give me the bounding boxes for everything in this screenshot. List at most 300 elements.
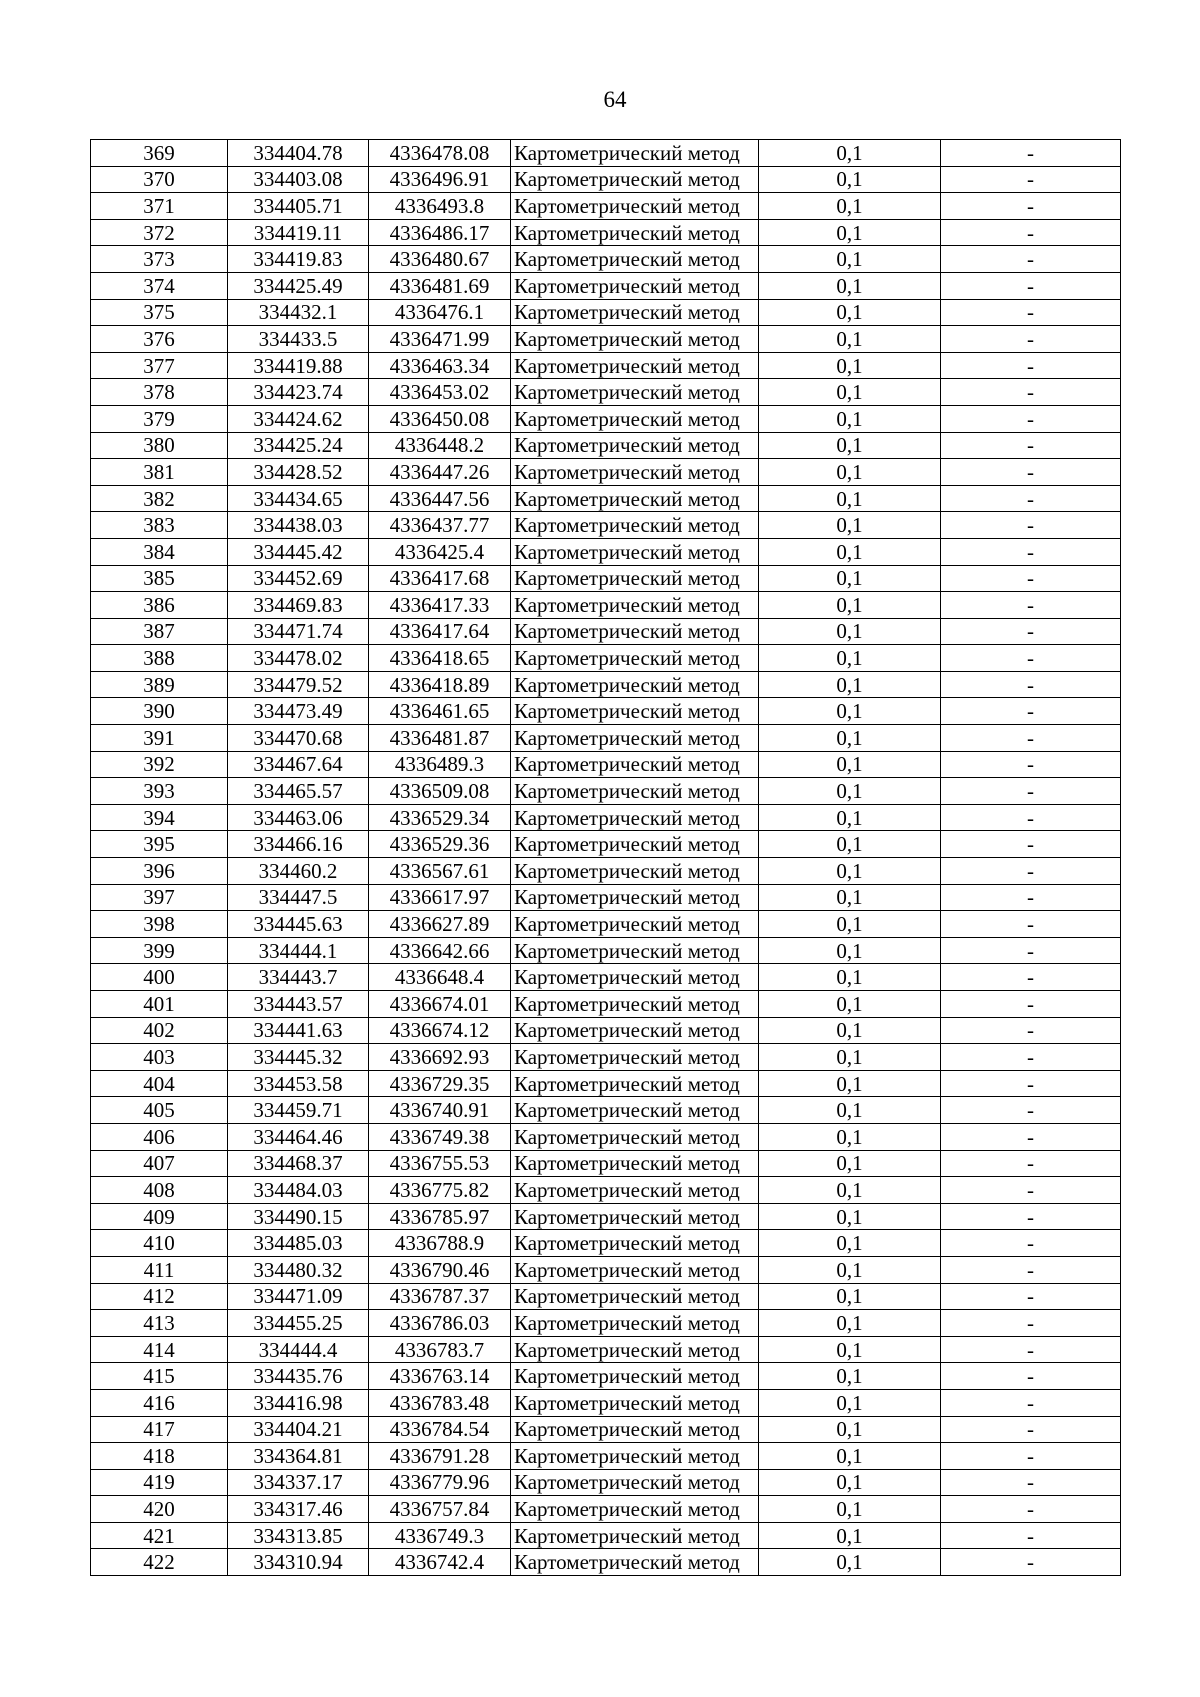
point-number-cell: 389 xyxy=(91,671,228,698)
point-number-cell: 406 xyxy=(91,1123,228,1150)
x-coordinate-cell: 334470.68 xyxy=(228,725,369,752)
point-number-cell: 413 xyxy=(91,1310,228,1337)
point-number-cell: 397 xyxy=(91,884,228,911)
accuracy-cell: 0,1 xyxy=(759,405,941,432)
table-row xyxy=(91,379,1121,406)
method-cell: Картометрический метод xyxy=(511,911,759,938)
accuracy-cell: 0,1 xyxy=(759,326,941,353)
point-number-cell: 410 xyxy=(91,1230,228,1257)
y-coordinate-cell: 4336674.12 xyxy=(369,1017,511,1044)
table-row xyxy=(91,219,1121,246)
table-row xyxy=(91,459,1121,486)
x-coordinate-cell: 334459.71 xyxy=(228,1097,369,1124)
table-row xyxy=(91,299,1121,326)
x-coordinate-cell: 334444.4 xyxy=(228,1336,369,1363)
description-cell: - xyxy=(941,1310,1121,1337)
y-coordinate-cell: 4336648.4 xyxy=(369,964,511,991)
point-number-cell: 395 xyxy=(91,831,228,858)
method-cell: Картометрический метод xyxy=(511,884,759,911)
table-row xyxy=(91,1230,1121,1257)
x-coordinate-cell: 334444.1 xyxy=(228,937,369,964)
description-cell: - xyxy=(941,246,1121,273)
table-row xyxy=(91,911,1121,938)
description-cell: - xyxy=(941,1203,1121,1230)
method-cell: Картометрический метод xyxy=(511,1150,759,1177)
y-coordinate-cell: 4336788.9 xyxy=(369,1230,511,1257)
x-coordinate-cell: 334425.24 xyxy=(228,432,369,459)
accuracy-cell: 0,1 xyxy=(759,1017,941,1044)
accuracy-cell: 0,1 xyxy=(759,751,941,778)
table-row xyxy=(91,831,1121,858)
x-coordinate-cell: 334443.57 xyxy=(228,991,369,1018)
description-cell: - xyxy=(941,751,1121,778)
y-coordinate-cell: 4336790.46 xyxy=(369,1256,511,1283)
x-coordinate-cell: 334313.85 xyxy=(228,1522,369,1549)
point-number-cell: 387 xyxy=(91,618,228,645)
accuracy-cell: 0,1 xyxy=(759,219,941,246)
point-number-cell: 370 xyxy=(91,166,228,193)
method-cell: Картометрический метод xyxy=(511,964,759,991)
point-number-cell: 369 xyxy=(91,140,228,167)
y-coordinate-cell: 4336642.66 xyxy=(369,937,511,964)
method-cell: Картометрический метод xyxy=(511,671,759,698)
y-coordinate-cell: 4336674.01 xyxy=(369,991,511,1018)
point-number-cell: 421 xyxy=(91,1522,228,1549)
method-cell: Картометрический метод xyxy=(511,1443,759,1470)
y-coordinate-cell: 4336757.84 xyxy=(369,1496,511,1523)
method-cell: Картометрический метод xyxy=(511,299,759,326)
point-number-cell: 417 xyxy=(91,1416,228,1443)
point-number-cell: 381 xyxy=(91,459,228,486)
accuracy-cell: 0,1 xyxy=(759,1256,941,1283)
point-number-cell: 386 xyxy=(91,592,228,619)
x-coordinate-cell: 334443.7 xyxy=(228,964,369,991)
method-cell: Картометрический метод xyxy=(511,1416,759,1443)
point-number-cell: 394 xyxy=(91,804,228,831)
table-row xyxy=(91,751,1121,778)
table-row xyxy=(91,1443,1121,1470)
table-row xyxy=(91,937,1121,964)
point-number-cell: 377 xyxy=(91,352,228,379)
y-coordinate-cell: 4336692.93 xyxy=(369,1044,511,1071)
x-coordinate-cell: 334471.09 xyxy=(228,1283,369,1310)
description-cell: - xyxy=(941,219,1121,246)
accuracy-cell: 0,1 xyxy=(759,512,941,539)
table-row xyxy=(91,1549,1121,1576)
accuracy-cell: 0,1 xyxy=(759,1044,941,1071)
y-coordinate-cell: 4336481.87 xyxy=(369,725,511,752)
method-cell: Картометрический метод xyxy=(511,326,759,353)
x-coordinate-cell: 334425.49 xyxy=(228,272,369,299)
point-number-cell: 383 xyxy=(91,512,228,539)
point-number-cell: 405 xyxy=(91,1097,228,1124)
table-row xyxy=(91,1070,1121,1097)
x-coordinate-cell: 334460.2 xyxy=(228,858,369,885)
method-cell: Картометрический метод xyxy=(511,379,759,406)
y-coordinate-cell: 4336729.35 xyxy=(369,1070,511,1097)
accuracy-cell: 0,1 xyxy=(759,1469,941,1496)
accuracy-cell: 0,1 xyxy=(759,937,941,964)
x-coordinate-cell: 334441.63 xyxy=(228,1017,369,1044)
method-cell: Картометрический метод xyxy=(511,485,759,512)
y-coordinate-cell: 4336787.37 xyxy=(369,1283,511,1310)
description-cell: - xyxy=(941,1097,1121,1124)
description-cell: - xyxy=(941,1150,1121,1177)
description-cell: - xyxy=(941,592,1121,619)
description-cell: - xyxy=(941,512,1121,539)
x-coordinate-cell: 334485.03 xyxy=(228,1230,369,1257)
point-number-cell: 419 xyxy=(91,1469,228,1496)
point-number-cell: 384 xyxy=(91,538,228,565)
y-coordinate-cell: 4336779.96 xyxy=(369,1469,511,1496)
method-cell: Картометрический метод xyxy=(511,565,759,592)
method-cell: Картометрический метод xyxy=(511,432,759,459)
table-row xyxy=(91,1123,1121,1150)
x-coordinate-cell: 334337.17 xyxy=(228,1469,369,1496)
accuracy-cell: 0,1 xyxy=(759,858,941,885)
description-cell: - xyxy=(941,858,1121,885)
accuracy-cell: 0,1 xyxy=(759,352,941,379)
y-coordinate-cell: 4336627.89 xyxy=(369,911,511,938)
point-number-cell: 371 xyxy=(91,193,228,220)
accuracy-cell: 0,1 xyxy=(759,1230,941,1257)
accuracy-cell: 0,1 xyxy=(759,592,941,619)
method-cell: Картометрический метод xyxy=(511,1177,759,1204)
description-cell: - xyxy=(941,911,1121,938)
x-coordinate-cell: 334455.25 xyxy=(228,1310,369,1337)
method-cell: Картометрический метод xyxy=(511,538,759,565)
method-cell: Картометрический метод xyxy=(511,1097,759,1124)
point-number-cell: 411 xyxy=(91,1256,228,1283)
accuracy-cell: 0,1 xyxy=(759,1496,941,1523)
x-coordinate-cell: 334463.06 xyxy=(228,804,369,831)
table-row xyxy=(91,512,1121,539)
x-coordinate-cell: 334423.74 xyxy=(228,379,369,406)
x-coordinate-cell: 334468.37 xyxy=(228,1150,369,1177)
x-coordinate-cell: 334445.42 xyxy=(228,538,369,565)
x-coordinate-cell: 334310.94 xyxy=(228,1549,369,1576)
description-cell: - xyxy=(941,459,1121,486)
point-number-cell: 402 xyxy=(91,1017,228,1044)
table-row xyxy=(91,1256,1121,1283)
method-cell: Картометрический метод xyxy=(511,1522,759,1549)
description-cell: - xyxy=(941,1549,1121,1576)
y-coordinate-cell: 4336755.53 xyxy=(369,1150,511,1177)
y-coordinate-cell: 4336749.3 xyxy=(369,1522,511,1549)
accuracy-cell: 0,1 xyxy=(759,1443,941,1470)
method-cell: Картометрический метод xyxy=(511,751,759,778)
y-coordinate-cell: 4336783.48 xyxy=(369,1389,511,1416)
table-row xyxy=(91,246,1121,273)
description-cell: - xyxy=(941,432,1121,459)
method-cell: Картометрический метод xyxy=(511,804,759,831)
accuracy-cell: 0,1 xyxy=(759,459,941,486)
accuracy-cell: 0,1 xyxy=(759,1389,941,1416)
description-cell: - xyxy=(941,1177,1121,1204)
point-number-cell: 380 xyxy=(91,432,228,459)
description-cell: - xyxy=(941,1389,1121,1416)
x-coordinate-cell: 334405.71 xyxy=(228,193,369,220)
point-number-cell: 374 xyxy=(91,272,228,299)
description-cell: - xyxy=(941,804,1121,831)
description-cell: - xyxy=(941,1363,1121,1390)
description-cell: - xyxy=(941,1044,1121,1071)
table-row xyxy=(91,272,1121,299)
accuracy-cell: 0,1 xyxy=(759,1522,941,1549)
x-coordinate-cell: 334473.49 xyxy=(228,698,369,725)
method-cell: Картометрический метод xyxy=(511,1230,759,1257)
y-coordinate-cell: 4336567.61 xyxy=(369,858,511,885)
method-cell: Картометрический метод xyxy=(511,166,759,193)
table-row xyxy=(91,778,1121,805)
accuracy-cell: 0,1 xyxy=(759,698,941,725)
table-row xyxy=(91,645,1121,672)
accuracy-cell: 0,1 xyxy=(759,1310,941,1337)
description-cell: - xyxy=(941,1496,1121,1523)
description-cell: - xyxy=(941,671,1121,698)
description-cell: - xyxy=(941,937,1121,964)
y-coordinate-cell: 4336493.8 xyxy=(369,193,511,220)
x-coordinate-cell: 334404.78 xyxy=(228,140,369,167)
method-cell: Картометрический метод xyxy=(511,219,759,246)
point-number-cell: 407 xyxy=(91,1150,228,1177)
point-number-cell: 375 xyxy=(91,299,228,326)
coordinates-table xyxy=(90,139,1121,1576)
point-number-cell: 393 xyxy=(91,778,228,805)
point-number-cell: 401 xyxy=(91,991,228,1018)
y-coordinate-cell: 4336417.68 xyxy=(369,565,511,592)
accuracy-cell: 0,1 xyxy=(759,884,941,911)
table-row xyxy=(91,1469,1121,1496)
description-cell: - xyxy=(941,538,1121,565)
table-row xyxy=(91,432,1121,459)
accuracy-cell: 0,1 xyxy=(759,166,941,193)
description-cell: - xyxy=(941,1522,1121,1549)
description-cell: - xyxy=(941,352,1121,379)
table-row xyxy=(91,1310,1121,1337)
point-number-cell: 409 xyxy=(91,1203,228,1230)
description-cell: - xyxy=(941,778,1121,805)
y-coordinate-cell: 4336417.64 xyxy=(369,618,511,645)
table-row xyxy=(91,1177,1121,1204)
table-row xyxy=(91,405,1121,432)
x-coordinate-cell: 334453.58 xyxy=(228,1070,369,1097)
y-coordinate-cell: 4336418.65 xyxy=(369,645,511,672)
x-coordinate-cell: 334419.83 xyxy=(228,246,369,273)
accuracy-cell: 0,1 xyxy=(759,804,941,831)
x-coordinate-cell: 334435.76 xyxy=(228,1363,369,1390)
point-number-cell: 399 xyxy=(91,937,228,964)
table-row xyxy=(91,618,1121,645)
accuracy-cell: 0,1 xyxy=(759,991,941,1018)
description-cell: - xyxy=(941,1230,1121,1257)
description-cell: - xyxy=(941,326,1121,353)
x-coordinate-cell: 334471.74 xyxy=(228,618,369,645)
method-cell: Картометрический метод xyxy=(511,858,759,885)
point-number-cell: 372 xyxy=(91,219,228,246)
accuracy-cell: 0,1 xyxy=(759,1203,941,1230)
description-cell: - xyxy=(941,1070,1121,1097)
point-number-cell: 403 xyxy=(91,1044,228,1071)
accuracy-cell: 0,1 xyxy=(759,911,941,938)
accuracy-cell: 0,1 xyxy=(759,565,941,592)
table-row xyxy=(91,592,1121,619)
table-row xyxy=(91,1496,1121,1523)
description-cell: - xyxy=(941,1416,1121,1443)
accuracy-cell: 0,1 xyxy=(759,538,941,565)
method-cell: Картометрический метод xyxy=(511,272,759,299)
table-row xyxy=(91,1363,1121,1390)
x-coordinate-cell: 334479.52 xyxy=(228,671,369,698)
method-cell: Картометрический метод xyxy=(511,1496,759,1523)
table-row xyxy=(91,1283,1121,1310)
y-coordinate-cell: 4336417.33 xyxy=(369,592,511,619)
accuracy-cell: 0,1 xyxy=(759,485,941,512)
description-cell: - xyxy=(941,1283,1121,1310)
y-coordinate-cell: 4336786.03 xyxy=(369,1310,511,1337)
x-coordinate-cell: 334416.98 xyxy=(228,1389,369,1416)
coordinates-table-body xyxy=(91,140,1121,1576)
point-number-cell: 396 xyxy=(91,858,228,885)
description-cell: - xyxy=(941,272,1121,299)
x-coordinate-cell: 334478.02 xyxy=(228,645,369,672)
point-number-cell: 412 xyxy=(91,1283,228,1310)
y-coordinate-cell: 4336486.17 xyxy=(369,219,511,246)
y-coordinate-cell: 4336471.99 xyxy=(369,326,511,353)
method-cell: Картометрический метод xyxy=(511,778,759,805)
description-cell: - xyxy=(941,565,1121,592)
x-coordinate-cell: 334445.32 xyxy=(228,1044,369,1071)
point-number-cell: 382 xyxy=(91,485,228,512)
table-row xyxy=(91,485,1121,512)
y-coordinate-cell: 4336509.08 xyxy=(369,778,511,805)
point-number-cell: 404 xyxy=(91,1070,228,1097)
table-row xyxy=(91,352,1121,379)
y-coordinate-cell: 4336783.7 xyxy=(369,1336,511,1363)
table-row xyxy=(91,1336,1121,1363)
y-coordinate-cell: 4336447.26 xyxy=(369,459,511,486)
accuracy-cell: 0,1 xyxy=(759,645,941,672)
table-row xyxy=(91,166,1121,193)
description-cell: - xyxy=(941,193,1121,220)
point-number-cell: 388 xyxy=(91,645,228,672)
table-row xyxy=(91,1416,1121,1443)
y-coordinate-cell: 4336617.97 xyxy=(369,884,511,911)
method-cell: Картометрический метод xyxy=(511,618,759,645)
method-cell: Картометрический метод xyxy=(511,592,759,619)
description-cell: - xyxy=(941,991,1121,1018)
y-coordinate-cell: 4336418.89 xyxy=(369,671,511,698)
x-coordinate-cell: 334490.15 xyxy=(228,1203,369,1230)
description-cell: - xyxy=(941,1469,1121,1496)
method-cell: Картометрический метод xyxy=(511,1549,759,1576)
x-coordinate-cell: 334403.08 xyxy=(228,166,369,193)
method-cell: Картометрический метод xyxy=(511,1044,759,1071)
accuracy-cell: 0,1 xyxy=(759,1070,941,1097)
accuracy-cell: 0,1 xyxy=(759,1336,941,1363)
y-coordinate-cell: 4336437.77 xyxy=(369,512,511,539)
point-number-cell: 416 xyxy=(91,1389,228,1416)
point-number-cell: 373 xyxy=(91,246,228,273)
table-row xyxy=(91,1389,1121,1416)
y-coordinate-cell: 4336463.34 xyxy=(369,352,511,379)
method-cell: Картометрический метод xyxy=(511,352,759,379)
method-cell: Картометрический метод xyxy=(511,459,759,486)
method-cell: Картометрический метод xyxy=(511,698,759,725)
accuracy-cell: 0,1 xyxy=(759,1150,941,1177)
method-cell: Картометрический метод xyxy=(511,1336,759,1363)
description-cell: - xyxy=(941,1256,1121,1283)
table-row xyxy=(91,725,1121,752)
y-coordinate-cell: 4336775.82 xyxy=(369,1177,511,1204)
description-cell: - xyxy=(941,379,1121,406)
table-row xyxy=(91,1097,1121,1124)
description-cell: - xyxy=(941,1443,1121,1470)
y-coordinate-cell: 4336476.1 xyxy=(369,299,511,326)
table-row xyxy=(91,698,1121,725)
accuracy-cell: 0,1 xyxy=(759,1416,941,1443)
table-row xyxy=(91,858,1121,885)
x-coordinate-cell: 334480.32 xyxy=(228,1256,369,1283)
description-cell: - xyxy=(941,405,1121,432)
table-row xyxy=(91,140,1121,167)
y-coordinate-cell: 4336529.36 xyxy=(369,831,511,858)
x-coordinate-cell: 334464.46 xyxy=(228,1123,369,1150)
y-coordinate-cell: 4336453.02 xyxy=(369,379,511,406)
x-coordinate-cell: 334404.21 xyxy=(228,1416,369,1443)
description-cell: - xyxy=(941,1017,1121,1044)
table-row xyxy=(91,1017,1121,1044)
y-coordinate-cell: 4336784.54 xyxy=(369,1416,511,1443)
point-number-cell: 400 xyxy=(91,964,228,991)
table-row xyxy=(91,671,1121,698)
point-number-cell: 390 xyxy=(91,698,228,725)
point-number-cell: 376 xyxy=(91,326,228,353)
x-coordinate-cell: 334484.03 xyxy=(228,1177,369,1204)
table-row xyxy=(91,565,1121,592)
method-cell: Картометрический метод xyxy=(511,1389,759,1416)
method-cell: Картометрический метод xyxy=(511,1256,759,1283)
y-coordinate-cell: 4336480.67 xyxy=(369,246,511,273)
description-cell: - xyxy=(941,698,1121,725)
y-coordinate-cell: 4336496.91 xyxy=(369,166,511,193)
accuracy-cell: 0,1 xyxy=(759,1097,941,1124)
accuracy-cell: 0,1 xyxy=(759,140,941,167)
x-coordinate-cell: 334424.62 xyxy=(228,405,369,432)
point-number-cell: 408 xyxy=(91,1177,228,1204)
point-number-cell: 415 xyxy=(91,1363,228,1390)
description-cell: - xyxy=(941,166,1121,193)
y-coordinate-cell: 4336791.28 xyxy=(369,1443,511,1470)
x-coordinate-cell: 334432.1 xyxy=(228,299,369,326)
y-coordinate-cell: 4336529.34 xyxy=(369,804,511,831)
x-coordinate-cell: 334466.16 xyxy=(228,831,369,858)
method-cell: Картометрический метод xyxy=(511,1123,759,1150)
point-number-cell: 392 xyxy=(91,751,228,778)
table-row xyxy=(91,193,1121,220)
accuracy-cell: 0,1 xyxy=(759,778,941,805)
y-coordinate-cell: 4336425.4 xyxy=(369,538,511,565)
method-cell: Картометрический метод xyxy=(511,645,759,672)
description-cell: - xyxy=(941,645,1121,672)
accuracy-cell: 0,1 xyxy=(759,379,941,406)
description-cell: - xyxy=(941,1123,1121,1150)
method-cell: Картометрический метод xyxy=(511,140,759,167)
point-number-cell: 422 xyxy=(91,1549,228,1576)
method-cell: Картометрический метод xyxy=(511,937,759,964)
x-coordinate-cell: 334465.57 xyxy=(228,778,369,805)
x-coordinate-cell: 334364.81 xyxy=(228,1443,369,1470)
